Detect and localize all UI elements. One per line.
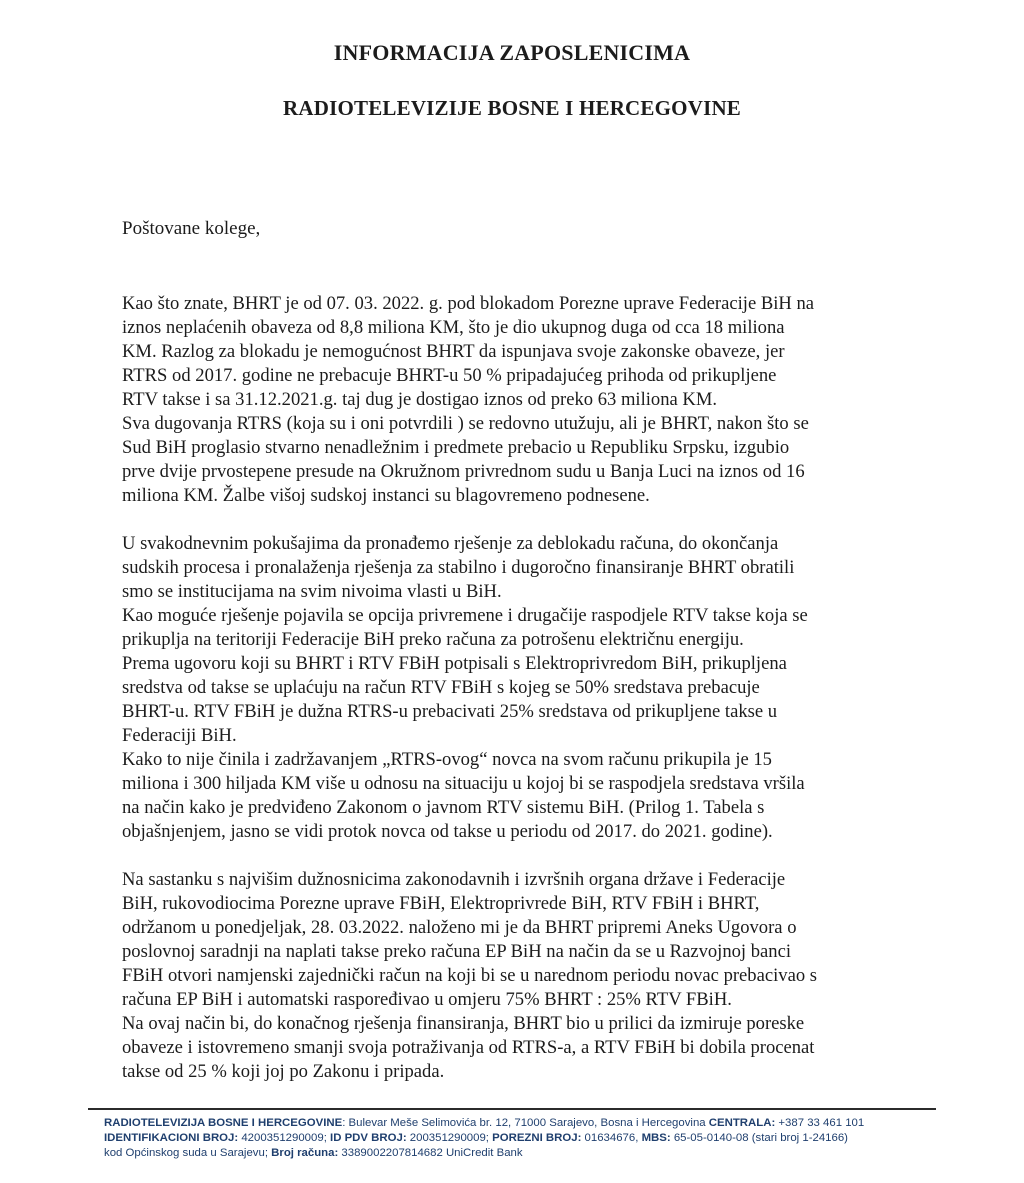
paragraph-line: Sva dugovanja RTRS (koja su i oni potvrdili ) se redovno utužuju, ali je BHRT, nakon što se (122, 413, 809, 434)
paragraph-line: takse od 25 % koji joj po Zakonu i pripada. (122, 1061, 445, 1082)
paragraph-line: Kako to nije činila i zadržavanjem „RTRS-ovog“ novca na svom računu prikupila je 15 (122, 749, 772, 770)
paragraph-line: prve dvije prvostepene presude na Okružnom privrednom sudu u Banja Luci na iznos od 16 (122, 461, 805, 482)
footer-org-name: RADIOTELEVIZIJA BOSNE I HERCEGOVINE (104, 1117, 343, 1129)
paragraph-line: obaveze i istovremeno smanji svoja potraživanja od RTRS-a, a RTV FBiH bi dobila procenat (122, 1037, 815, 1058)
footer-mbs-label: MBS: (641, 1132, 671, 1144)
paragraph-line: BHRT-u. RTV FBiH je dužna RTRS-u prebacivati 25% sredstava od prikupljene takse u (122, 701, 778, 722)
document-title: INFORMACIJA ZAPOSLENICIMA (333, 40, 691, 65)
footer-porezni-label: POREZNI BROJ: (492, 1132, 582, 1144)
footer-line-bank (104, 1146, 934, 1161)
paragraph-line: računa EP BiH i automatski raspoređivao u omjeru 75% BHRT : 25% RTV FBiH. (122, 989, 732, 1010)
paragraph-line: Sud BiH proglasio stvarno nenadležnim i predmete prebacio u Republiku Srpsku, izgubio (122, 437, 790, 458)
paragraph-line: U svakodnevnim pokušajima da pronađemo rješenje za deblokadu računa, do okončanja (122, 533, 779, 554)
paragraph-line: BiH, rukovodiocima Porezne uprave FBiH, Elektroprivrede BiH, RTV FBiH i BHRT, (122, 893, 760, 914)
paragraph-line: iznos neplaćenih obaveza od 8,8 miliona KM, što je dio ukupnog duga od cca 18 miliona (122, 317, 785, 338)
footer-id-label: IDENTIFIKACIONI BROJ: (104, 1132, 239, 1144)
footer-court: kod Općinskog suda u Sarajevu; (104, 1147, 272, 1159)
footer-pdv-label: ID PDV BROJ: (330, 1132, 407, 1144)
paragraph-line: RTV takse i sa 31.12.2021.g. taj dug je dostigao iznos od preko 63 miliona KM. (122, 389, 718, 410)
paragraph-line: RTRS od 2017. godine ne prebacuje BHRT-u 50 % pripadajućeg prihoda od prikupljene (122, 365, 777, 386)
footer-account-value: 3389002207814682 UniCredit Bank (338, 1147, 523, 1159)
paragraph-line: miliona i 300 hiljada KM više u odnosu na situaciju u kojoj bi se raspodjela sredstava vršila (122, 773, 805, 794)
paragraph-solution (122, 532, 902, 844)
footer-centrala-value: +387 33 461 101 (775, 1117, 865, 1129)
paragraph-line: Na sastanku s najvišim dužnosnicima zakonodavnih i izvršnih organa države i Federacije (122, 869, 786, 890)
paragraph-line: poslovnoj saradnji na naplati takse preko računa EP BiH na način da se u Razvojnoj banci (122, 941, 792, 962)
paragraph-line: Kao moguće rješenje pojavila se opcija privremene i drugačije raspodjele RTV takse koja se (122, 605, 808, 626)
paragraph-line: objašnjenjem, jasno se vidi protok novca od takse u periodu od 2017. do 2021. godine). (122, 821, 773, 842)
footer-divider (88, 1108, 936, 1110)
paragraph-line: FBiH otvori namjenski zajednički račun na koji bi se u narednom periodu novac prebacivao s (122, 965, 818, 986)
paragraph-line: na način kako je predviđeno Zakonom o javnom RTV sistemu BiH. (Prilog 1. Tabela s (122, 797, 765, 818)
paragraph-line: miliona KM. Žalbe višoj sudskoj instanci su blagovremeno podnesene. (122, 485, 650, 506)
footer-account-label: Broj računa: (271, 1147, 339, 1159)
paragraph-line: KM. Razlog za blokadu je nemogućnost BHRT da ispunjava svoje zakonske obaveze, jer (122, 341, 785, 362)
paragraph-line: sudskih procesa i pronalaženja rješenja za stabilno i dugoročno finansiranje BHRT obratili (122, 557, 795, 578)
document-subtitle: RADIOTELEVIZIJE BOSNE I HERCEGOVINE (282, 96, 742, 120)
paragraph-blockade (122, 292, 902, 508)
paragraph-line: Federaciji BiH. (122, 725, 237, 746)
footer-porezni-value: 01634676, (581, 1132, 642, 1144)
paragraph-line: sredstva od takse se uplaćuju na račun RTV FBiH s kojeg se 50% sredstava prebacuje (122, 677, 760, 698)
footer-id-value: 4200351290009; (238, 1132, 331, 1144)
footer-line-address (104, 1116, 934, 1131)
greeting: Poštovane kolege, (122, 218, 261, 239)
paragraph-line: Na ovaj način bi, do konačnog rješenja finansiranja, BHRT bio u prilici da izmiruje poreske (122, 1013, 805, 1034)
paragraph-line: smo se institucijama na svim nivoima vlasti u BiH. (122, 581, 502, 602)
paragraph-meeting (122, 868, 902, 1084)
paragraph-line: održanom u ponedjeljak, 28. 03.2022. naloženo mi je da BHRT pripremi Aneks Ugovora o (122, 917, 797, 938)
footer-line-ids (104, 1131, 934, 1146)
letterhead-footer (104, 1116, 934, 1161)
paragraph-line: Prema ugovoru koji su BHRT i RTV FBiH potpisali s Elektroprivredom BiH, prikupljena (122, 653, 787, 674)
footer-centrala-label: CENTRALA: (708, 1117, 776, 1129)
paragraph-line: Kao što znate, BHRT je od 07. 03. 2022. g. pod blokadom Porezne uprave Federacije BiH na (122, 293, 815, 314)
paragraph-line: prikuplja na teritoriji Federacije BiH preko računa za potrošenu električnu energiju. (122, 629, 744, 650)
footer-pdv-value: 200351290009; (406, 1132, 493, 1144)
footer-mbs-value: 65-05-0140-08 (stari broj 1-24166) (670, 1132, 848, 1144)
footer-address: : Bulevar Meše Selimovića br. 12, 71000 Sarajevo, Bosna i Hercegovina (342, 1117, 709, 1129)
